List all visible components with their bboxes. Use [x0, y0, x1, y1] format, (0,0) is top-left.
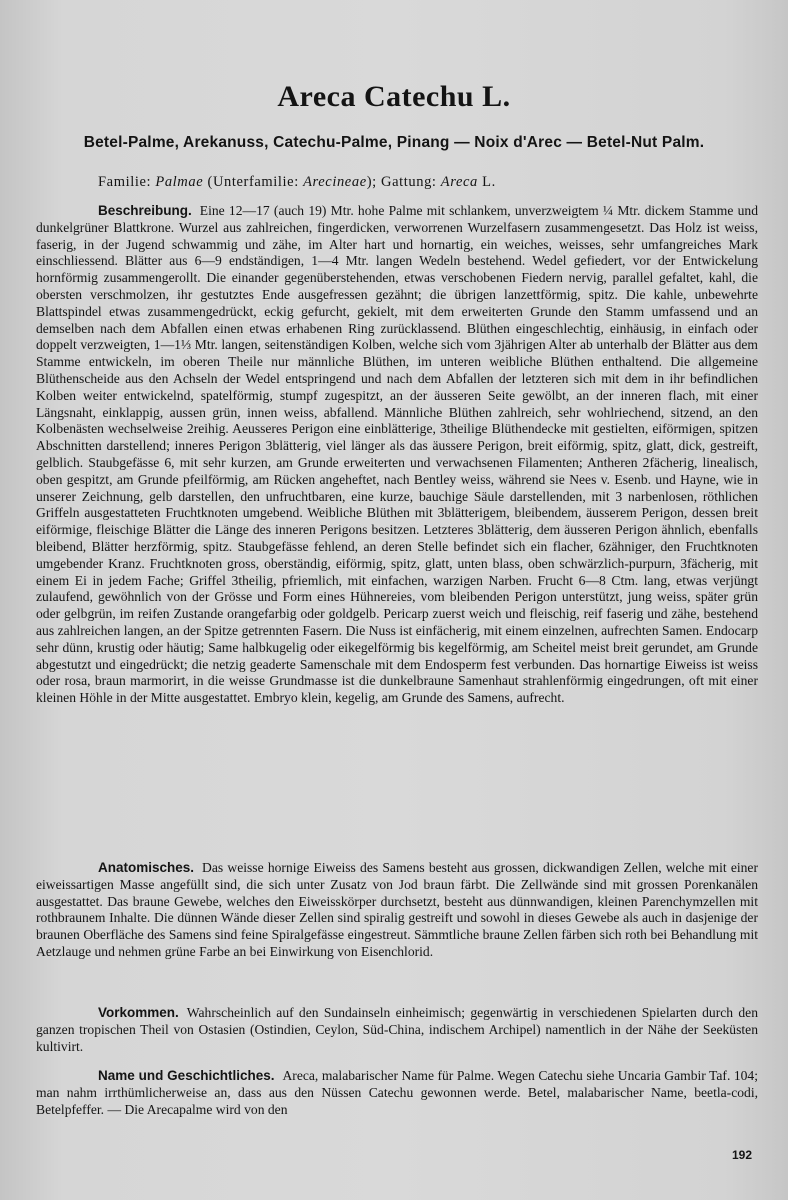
unterfamilie-name: Arecineae [303, 174, 367, 190]
vorkommen-text: Wahrscheinlich auf den Sundainseln einheimisch; gegenwärtig in verschiedenen Spielarten durch den ganzen tropischen Theil von Ostasien (Ostindien, Ceylon, Süd-China, indischem Archipel) namentlich in der Nähe der Seeküsten kultivirt. [36, 1005, 758, 1054]
gattung-name: Areca [440, 174, 478, 190]
vorkommen-heading: Vorkommen. [98, 1005, 179, 1020]
common-names-subtitle: Betel-Palme, Arekanuss, Catechu-Palme, Pinang — Noix d'Arec — Betel-Nut Palm. [83, 134, 705, 151]
name-heading: Name und Geschichtliches. [98, 1068, 275, 1083]
beschreibung-heading: Beschreibung. [98, 203, 192, 218]
unterfamilie-label: (Unterfamilie: [207, 174, 299, 190]
taxonomy-line [98, 174, 758, 191]
section-beschreibung [36, 203, 758, 707]
page-number: 192 [731, 1148, 752, 1162]
beschreibung-text: Eine 12—17 (auch 19) Mtr. hohe Palme mit schlankem, unverzweigtem ¼ Mtr. dickem Stamme und dunkelgrüner Blattkrone. Wurzel aus zahlreichen, fingerdicken, verworrenen Wurzelfasern zusammengesetzt. Das Holz ist weiss, faserig, in der Jugend schwammig und zähe, im Alter hart und hornartig, ein weiches, weisses, sehr umfangreiches Mark einschliessend. Blätter aus 6—9 endständigen, 1—4 Mtr. langen Wedeln bestehend. Wedel gefiedert, vor der Entwickelung hornförmig zusammengerollt. Die einander gegenüberstehenden, etwas verschobenen Fiedern nervig, parallel gefaltet, kahl, die obersten verschmolzen, ihr gestutztes Ende ausgefressen gezähnt; die übrigen lanzettförmig, spitz. Die kahle, unbewehrte Blattspindel etwas zusammengedrückt, eckig gefurcht, gekielt, mit dem erweiterten Grunde den Stamm umfassend und an demselben nach dem Abfallen einen etwas erhabenen Ring zurücklassend. Blüthen eingeschlechtig, einhäusig, in einfach oder doppelt verzweigten, 1—1⅓ Mtr. langen, seitenständigen Kolben, welche sich vom 3jährigen Alter ab unterhalb der Blätter aus dem Stamme entwickeln, im oberen Theile nur männliche Blüthen, im unteren weibliche Blüthen enthaltend. Die allgemeine Blüthenscheide aus den Achseln der Wedel entspringend und nach dem Abfallen der letzteren sich mit dem in ihr befindlichen Kolben weiter entwickelnd, spatelförmig, stumpf zugespitzt, an der äusseren Seite gewölbt, an der inneren flach, mit einer Längsnaht, einklappig, aussen grün, innen weiss, abfallend. Männliche Blüthen zahlreich, sehr wohlriechend, sitzend, an den Kolbenästen wechselweise 2reihig. Aeusseres Perigon eine einblätterige, 3theilige Blüthendecke mit gestielten, eiförmigen, spitzen Abschnitten darstellend; inneres Perigon 3blätterig, viel länger als das äussere Perigon, breit eiförmig, spitz, glatt, dick, gestreift, gelblich. Staubgefässe 6, mit sehr kurzen, am Grunde erweiterten und verwachsenen Filamenten; Antheren 2fächerig, linealisch, oben gespitzt, am Grunde pfeilförmig, am Rücken angeheftet, nach Bentley weiss, während sie Nees v. Esenb. und Hayne, wie in unserer Zeichnung, gelb darstellen, den unfruchtbaren, eine kurze, bauchige Säule darstellenden, mit 3 narbenlosen, röthlichen Griffeln ausgestatteten Fruchtknoten umgebend. Weibliche Blüthen mit 3blätterigem, bleibendem, äusserem Perigon, dessen breit eiförmige, fleischige Blätter die Länge des inneren Perigons besitzen. Letzteres 3blätterig, dem äusseren Perigon ähnlich, ebenfalls bleibend, Blätter herzförmig, spitz. Staubgefässe fehlend, an deren Stelle befindet sich ein flacher, 6zähniger, den Fruchtknoten umgebender Kranz. Fruchtknoten gross, oberständig, eiförmig, spitz, glatt, unten blass, oben schwärzlich-purpurn, 3fächerig, mit einem Ei in jedem Fache; Griffel 3theilig, pfriemlich, mit einfachen, warzigen Narben. Frucht 6—8 Ctm. lang, etwas verjüngt zulaufend, gewöhnlich von der Grösse und Form eines Hühnereies, vom bleibenden Perigon unterstützt, jung weiss, später grün oder gelbgrün, im reifen Zustande orangefarbig oder goldgelb. Pericarp zuerst weich und fleischig, reif faserig und zähe, bestehend aus zahlreichen langen, an der Spitze getrennten Fasern. Die Nuss ist einfächerig, mit einem einzelnen, aufrechten Samen. Endocarp sehr dünn, krustig oder häutig; Same halbkugelig oder eikegelförmig bis kegelförmig, am Scheitel meist breit gerundet, am Grunde abgestutzt und eingedrückt; die netzig geaderte Samenschale mit dem Endosperm fest verbunden. Das hornartige Eiweiss ist weiss oder rosa, braun marmorirt, in die weisse Grundmasse ist die dunkelbraune Samenhaut strahlenförmig eingedrungen, oft mit einer kleinen Höhle in der Mitte ausgestattet. Embryo klein, kegelig, am Grunde des Samens, aufrecht. [36, 203, 758, 706]
anatomisches-heading: Anatomisches. [98, 860, 195, 875]
section-name-und-geschichtliches [36, 1068, 758, 1118]
page-title: Areca Catechu L. [277, 80, 511, 113]
family-name: Palmae [155, 174, 204, 190]
name-text: Areca, malabarischer Name für Palme. Wegen Catechu siehe Uncaria Gambir Taf. 104; man nahm irrthümlicherweise an, dass aus den Nüssen Catechu gewonnen werde. Betel, malabarischer Name, beetla-codi, Betelpfeffer. — Die Arecapalme wird von den [36, 1068, 758, 1117]
section-vorkommen [36, 1005, 758, 1055]
gattung-label: ); Gattung: [366, 174, 437, 190]
familie-label: Familie: [98, 174, 152, 190]
gattung-author: L. [482, 174, 496, 190]
section-anatomisches [36, 860, 758, 961]
anatomisches-text: Das weisse hornige Eiweiss des Samens besteht aus grossen, dickwandigen Zellen, welche mit einer eiweissartigen Masse angefüllt sind, die sich unter Zusatz von Jod braun färbt. Die Zellwände sind mit grossen Porenkanälen ausgestattet. Das braune Gewebe, welches den Eiweisskörper durchsetzt, besteht aus dünnwandigen, kleinen Parenchymzellen mit rothbraunem Inhalte. Die dünnen Wände dieser Zellen sind spiralig gestreift und sowohl in dieses Gewebe als auch in dasjenige der braunen Oberfläche des Samens sind feine Spiralgefässe eingestreut. Sämmtliche braune Zellen färben sich roth bei Behandlung mit Aetzlauge und nehmen grüne Farbe an bei Einwirkung von Eisenchlorid. [36, 860, 758, 959]
